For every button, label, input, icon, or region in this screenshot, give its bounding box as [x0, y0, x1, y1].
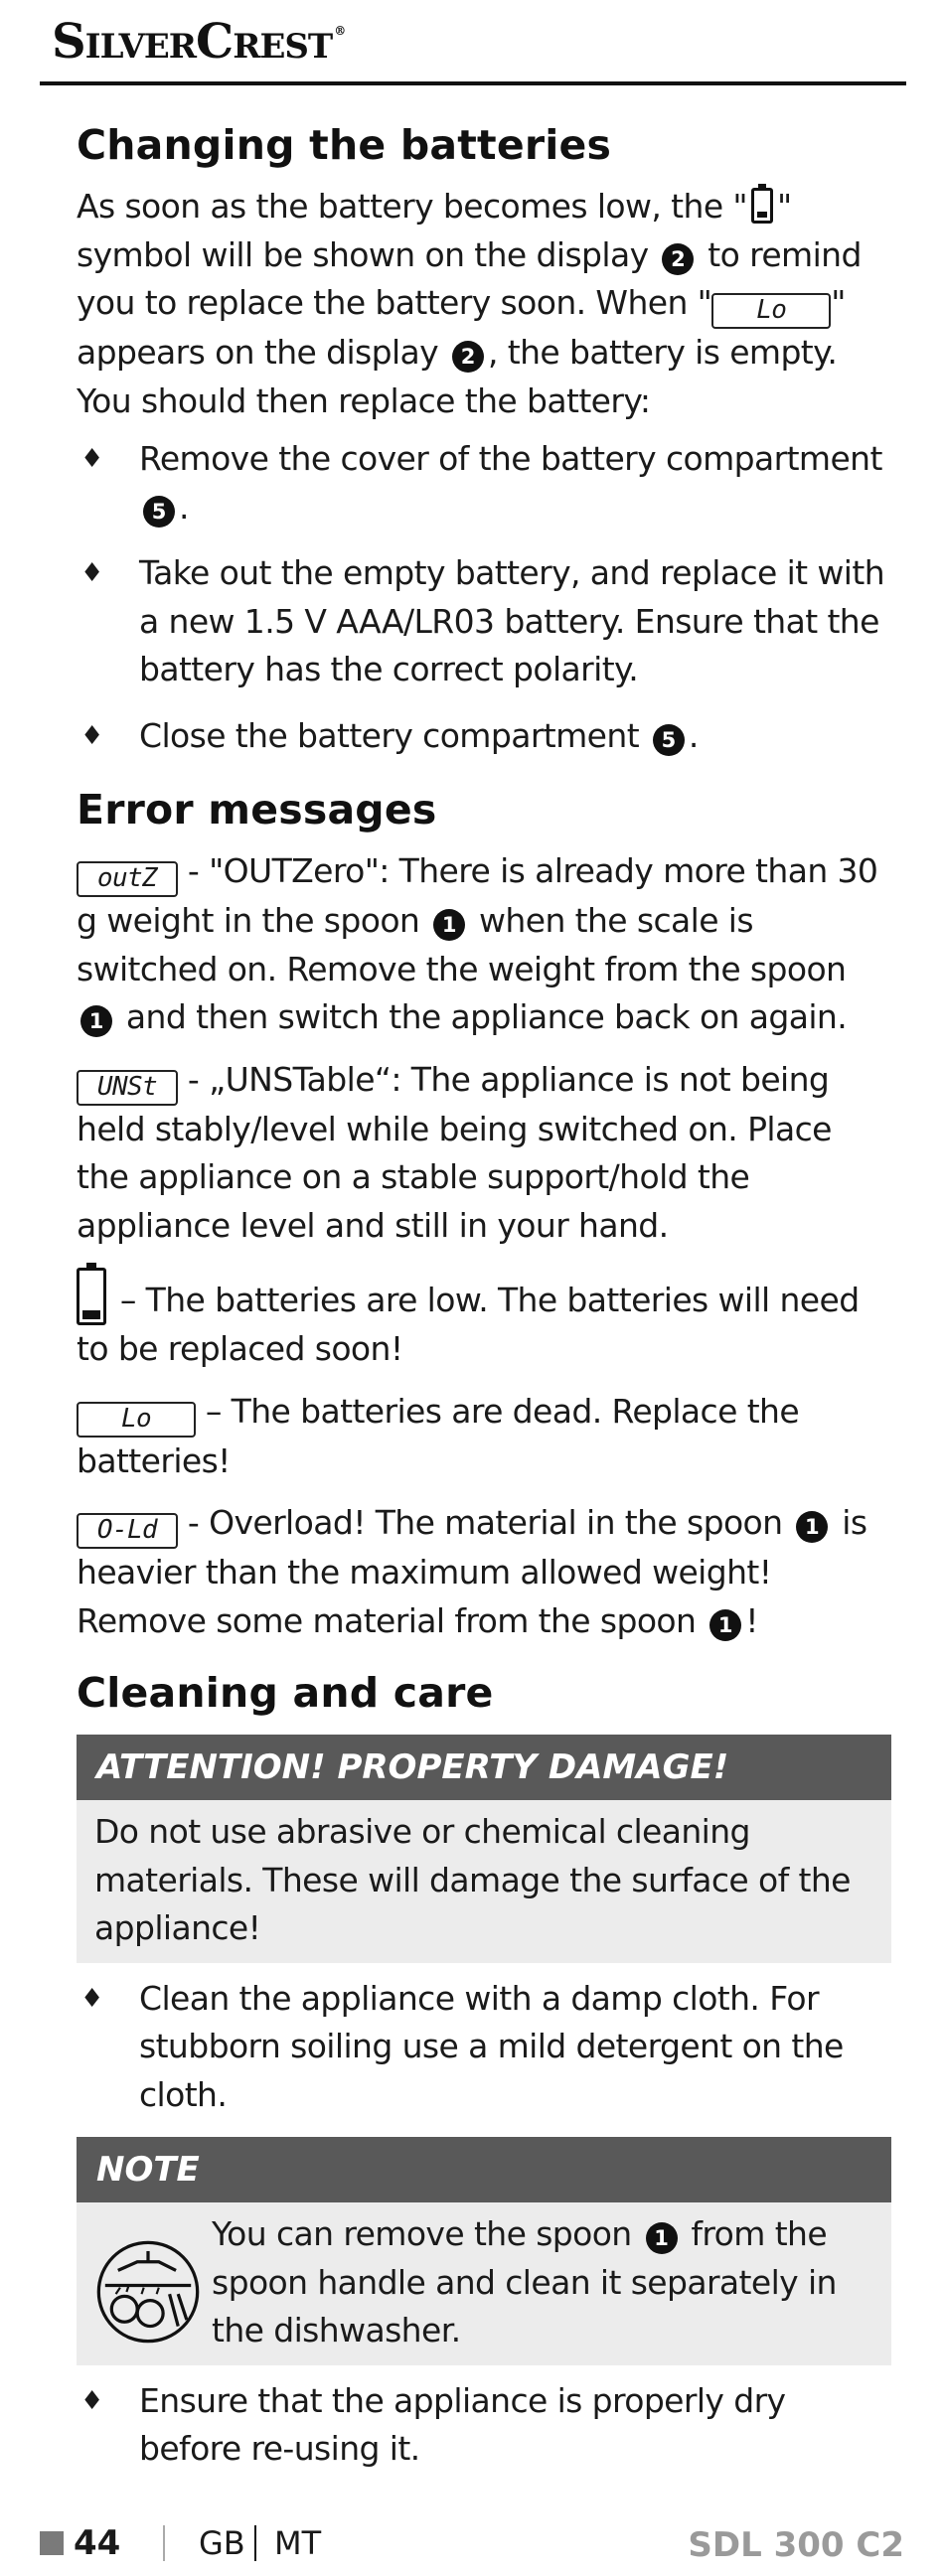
heading-changing-batteries: Changing the batteries [77, 121, 612, 169]
brand-logo: SilverCrest ® [52, 14, 346, 70]
lcd-outzero-symbol: outZ [77, 861, 178, 897]
attention-body: Do not use abrasive or chemical cleaning materials. These will damage the surface of the appliance! [77, 1800, 891, 1963]
heading-error-messages: Error messages [77, 786, 437, 833]
lcd-unstable-symbol: UNSt [77, 1070, 178, 1106]
language-code-gb: GB [199, 2524, 245, 2562]
error-battery-low: – The batteries are low. The batteries will need to be replaced soon! [77, 1268, 891, 1374]
error-outzero: outZ - "OUTZero": There is already more than 30 g weight in the spoon 1 when the scale is switched on. Remove the weight from the spoon 1 and then switch the appliance back on again. [77, 851, 878, 1036]
ref-spoon-marker: 1 [709, 1609, 741, 1641]
error-unstable: UNSt - „UNSTable“: The appliance is not being held stably/level while being switched on. Place the appliance on a stable support/hold the appliance level and still in your hand. [77, 1059, 832, 1245]
error-battery-dead: Lo – The batteries are dead. Replace the batteries! [77, 1391, 800, 1480]
list-item: ♦ Take out the empty battery, and replace it with a new 1.5 V AAA/LR03 battery. Ensure that the battery has the correct polarity. [77, 549, 891, 694]
lcd-lo-symbol: Lo [77, 1402, 196, 1438]
cleaning-steps-list [77, 1975, 891, 2120]
ref-display-marker: 2 [662, 243, 694, 275]
battery-intro-paragraph: As soon as the battery becomes low, the " " symbol will be shown on the display 2 to remind you to replace the battery soon. When " Lo " appears on the display 2 , the battery is empty. You should then replace the battery: [77, 187, 862, 420]
drying-steps-list [77, 2377, 891, 2474]
ref-spoon-marker: 1 [646, 2222, 678, 2254]
ref-spoon-marker: 1 [80, 1005, 112, 1037]
list-item: ♦ Remove the cover of the battery compartment 5 . [77, 435, 891, 531]
page-content [77, 109, 891, 2492]
battery-low-icon [751, 188, 773, 224]
footer-square-icon [40, 2531, 64, 2555]
bullet-diamond-icon: ♦ [80, 1983, 104, 2014]
footer-divider [163, 2525, 165, 2561]
list-item: ♦ Clean the appliance with a damp cloth. For stubborn soiling use a mild detergent on the cloth. [77, 1975, 891, 2120]
bullet-diamond-icon: ♦ [80, 720, 104, 751]
dishwasher-icon [94, 2238, 202, 2346]
battery-low-icon [77, 1268, 106, 1325]
ref-marker: 5 [143, 496, 175, 528]
page-footer [40, 2521, 904, 2576]
model-number: SDL 300 C2 [688, 2525, 904, 2565]
ref-spoon-marker: 1 [433, 909, 465, 941]
header-divider [40, 81, 906, 85]
ref-display-marker: 2 [452, 341, 484, 373]
heading-cleaning-care: Cleaning and care [77, 1669, 494, 1717]
note-body [77, 2202, 891, 2365]
footer-divider [254, 2525, 256, 2561]
list-item: ♦ Close the battery compartment 5 . [77, 712, 891, 761]
bullet-diamond-icon: ♦ [80, 558, 104, 588]
error-overload: O-Ld - Overload! The material in the spoon 1 is heavier than the maximum allowed weight! Remove some material from the spoon 1 ! [77, 1503, 867, 1640]
list-item: ♦ Ensure that the appliance is properly dry before re-using it. [77, 2377, 891, 2474]
ref-spoon-marker: 1 [796, 1511, 828, 1543]
attention-header: ATTENTION! PROPERTY DAMAGE! [77, 1735, 891, 1800]
ref-marker: 5 [653, 724, 685, 756]
lcd-lo-symbol: Lo [711, 293, 831, 329]
battery-steps-list [77, 435, 891, 760]
lcd-overload-symbol: O-Ld [77, 1513, 178, 1549]
language-code-mt: MT [274, 2524, 322, 2562]
page-number: 44 [74, 2523, 121, 2563]
bullet-diamond-icon: ♦ [80, 2385, 104, 2416]
note-header: NOTE [77, 2137, 891, 2202]
note-text: You can remove the spoon 1 from the spoon handle and clean it separately in the dishwasher. [212, 2214, 837, 2349]
bullet-diamond-icon: ♦ [80, 444, 104, 474]
